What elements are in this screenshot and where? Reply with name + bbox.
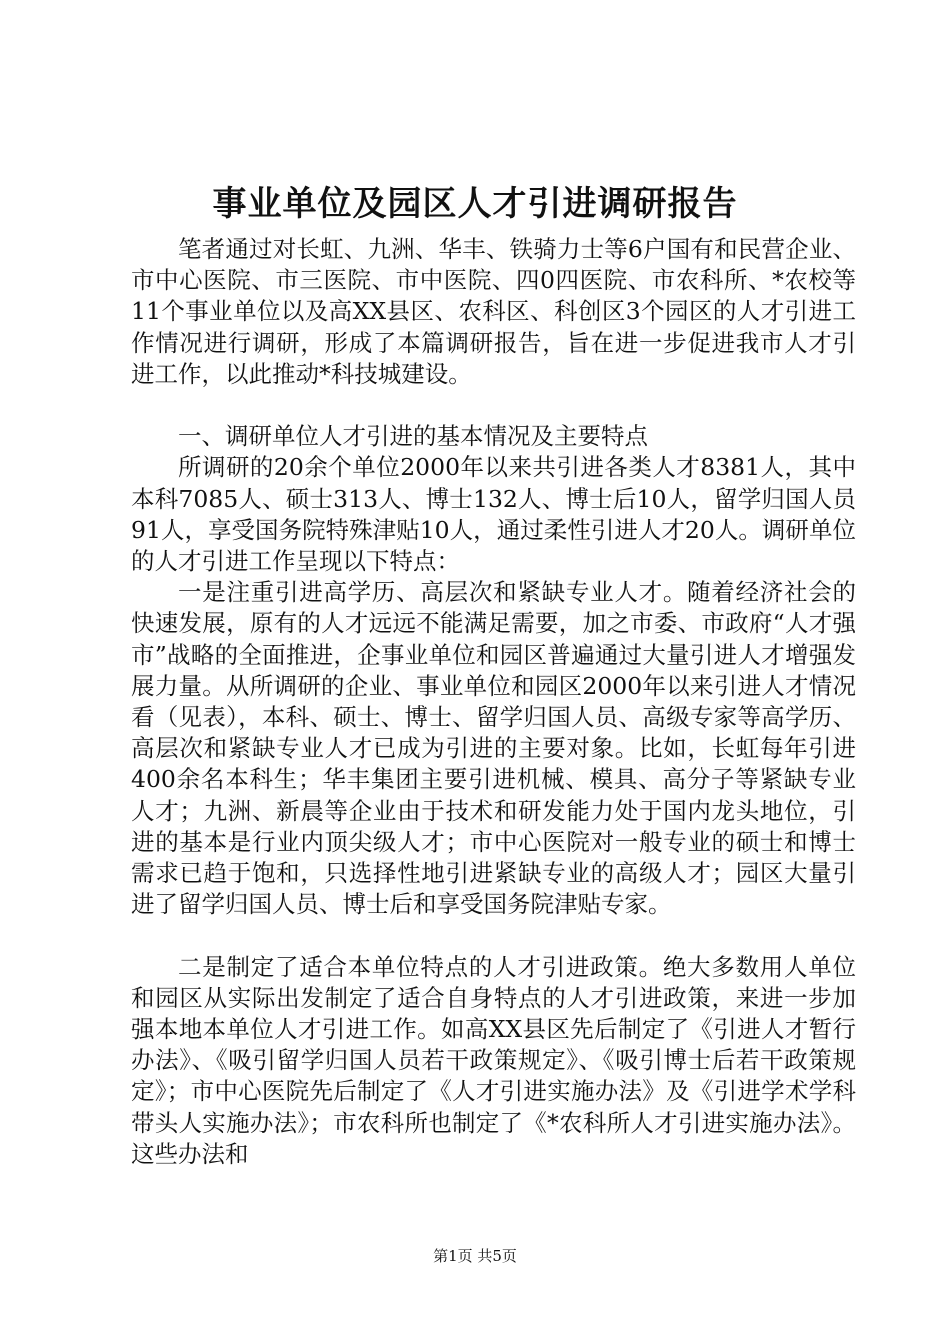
paragraph-feature-two: 二是制定了适合本单位特点的人才引进政策。绝大多数用人单位和园区从实际出发制定了适合自身特点的人才引进政策，来进一步加强本地本单位人才引进工作。如高XX县区先后制定了《引进人才暂行办法》、《吸引留学归国人员若干政策规定》、《吸引博士后若干政策规定》；市中心医院先后制定了《人才引进实施办法》及《引进学术学科带头人实施办法》；市农科所也制定了《*农科所人才引进实施办法》。这些办法和: [131, 952, 856, 1168]
page-footer: 第1页 共5页: [433, 1247, 517, 1265]
paragraph-overview: 所调研的20余个单位2000年以来共引进各类人才8381人，其中本科7085人、硕士313人、博士132人、博士后10人，留学归国人员91人，享受国务院特殊津贴10人，通过柔性引进人才20人。调研单位的人才引进工作呈现以下特点：: [131, 453, 856, 576]
document-title: 事业单位及园区人才引进调研报告: [212, 184, 738, 224]
paragraph-intro: 笔者通过对长虹、九洲、华丰、铁骑力士等6户国有和民营企业、市中心医院、市三医院、市中医院、四0四医院、市农科所、*农校等11个事业单位以及高XX县区、农科区、科创区3个园区的人才引进工作情况进行调研，形成了本篇调研报告，旨在进一步促进我市人才引进工作，以此推动*科技城建设。: [131, 235, 856, 388]
document-body: [131, 234, 856, 1170]
paragraph-feature-one: 一是注重引进高学历、高层次和紧缺专业人才。随着经济社会的快速发展，原有的人才远远不能满足需要，加之市委、市政府“人才强市”战略的全面推进，企事业单位和园区普遍通过大量引进人才增强发展力量。从所调研的企业、事业单位和园区2000年以来引进人才情况看（见表），本科、硕士、博士、留学归国人员、高级专家等高学历、高层次和紧缺专业人才已成为引进的主要对象。比如，长虹每年引进400余名本科生；华丰集团主要引进机械、模具、高分子等紧缺专业人才；九洲、新晨等企业由于技术和研发能力处于国内龙头地位，引进的基本是行业内顶尖级人才；市中心医院对一般专业的硕士和博士需求已趋于饱和，只选择性地引进紧缺专业的高级人才；园区大量引进了留学归国人员、博士后和享受国务院津贴专家。: [131, 578, 856, 919]
section-heading: 一、调研单位人才引进的基本情况及主要特点: [178, 422, 648, 451]
